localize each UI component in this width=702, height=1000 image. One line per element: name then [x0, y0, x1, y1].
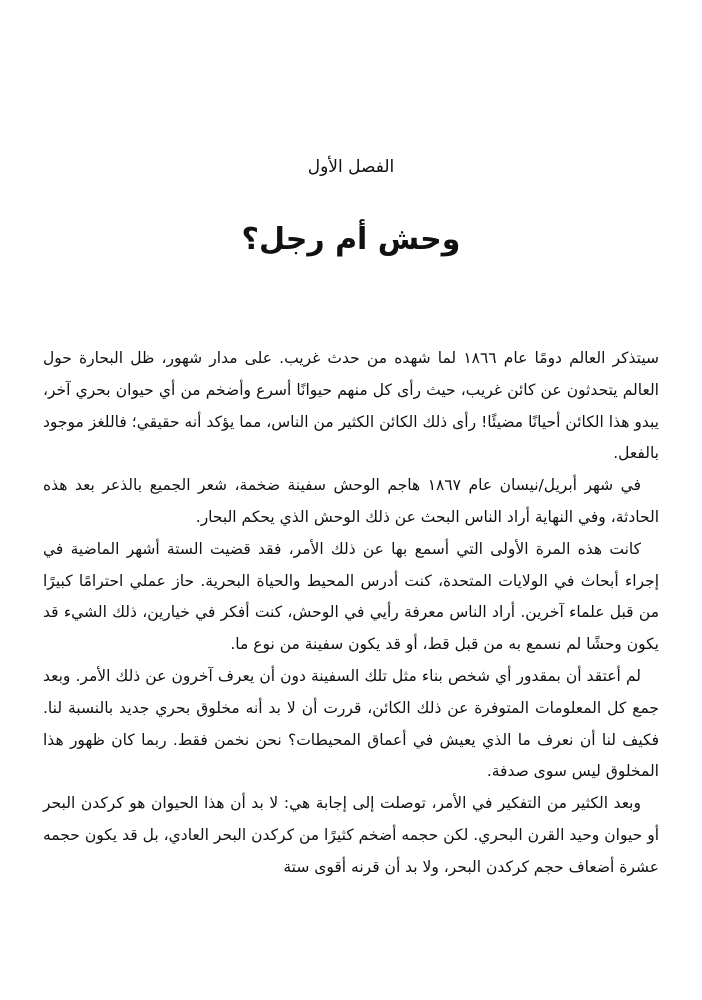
body-text: [43, 343, 659, 884]
paragraph-3: كانت هذه المرة الأولى التي أسمع بها عن ذلك الأمر، فقد قضيت الستة أشهر الماضية في إجراء أبحاث في الولايات المتحدة، كنت أدرس المحيط والحياة البحرية. حاز عملي احترامًا كبيرًا من قبل علماء آخرين. أراد الناس معرفة رأيي في الوحش، كنت أفكر في خيارين، ذلك الشيء قد يكون وحشًا لم نسمع به من قبل قط، أو قد يكون سفينة من نوع ما.: [43, 539, 659, 654]
chapter-title: وحش أم رجل؟: [241, 222, 461, 257]
paragraph-1: سيتذكر العالم دومًا عام ١٨٦٦ لما شهده من حدث غريب. على مدار شهور، ظل البحارة حول العالم يتحدثون عن كائن غريب، حيث رأى كل منهم حيوانًا أسرع وأضخم من أي حيوان بحري آخر، يبدو هذا الكائن أحيانًا مضيئًا! رأى ذلك الكائن الكثير من الناس، مما يؤكد أنه حقيقي؛ فاللغز موجود بالفعل.: [43, 349, 659, 463]
paragraph-4: لم أعتقد أن بمقدور أي شخص بناء مثل تلك السفينة دون أن يعرف آخرون عن ذلك الأمر. وبعد جمع كل المعلومات المتوفرة عن ذلك الكائن، قررت أن لا بد أنه مخلوق بحري جديد بالنسبة لنا. فكيف لنا أن نعرف ما الذي يعيش في أعماق المحيطات؟ نحن نخمن فقط. ربما كان ظهور هذا المخلوق ليس سوى صدفة.: [43, 666, 659, 781]
paragraph-5: وبعد الكثير من التفكير في الأمر، توصلت إلى إجابة هي: لا بد أن هذا الحيوان هو كركدن البحر أو حيوان وحيد القرن البحري. لكن حجمه أضخم كثيرًا من كركدن البحر العادي، بل قد يكون حجمه عشرة أضعاف حجم كركدن البحر، ولا بد أن قرنه أقوى ستة: [43, 794, 659, 876]
chapter-label: الفصل الأول: [307, 157, 395, 177]
paragraph-2: في شهر أبريل/نيسان عام ١٨٦٧ هاجم الوحش سفينة ضخمة، شعر الجميع بالذعر بعد هذه الحادثة، وفي النهاية أراد الناس البحث عن ذلك الوحش الذي يحكم البحار.: [43, 476, 659, 526]
